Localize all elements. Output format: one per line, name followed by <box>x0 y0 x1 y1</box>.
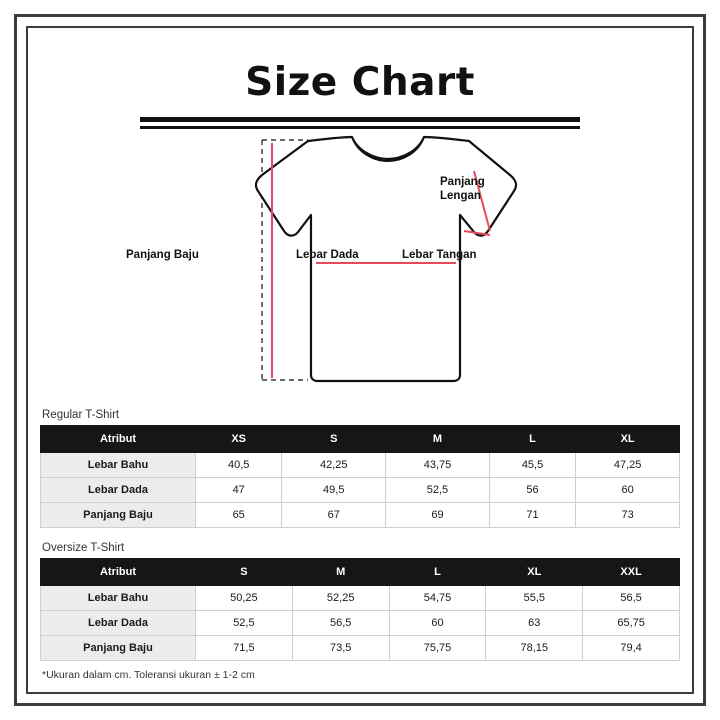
regular-table-caption: Regular T-Shirt <box>42 409 120 421</box>
cell: 65,75 <box>583 611 680 636</box>
page-content <box>40 40 680 680</box>
table-row <box>41 611 680 636</box>
col-header-l: L <box>389 559 486 586</box>
cell: 79,4 <box>583 636 680 661</box>
cell: 45,5 <box>489 453 575 478</box>
row-label: Panjang Baju <box>41 636 196 661</box>
cell: 56,5 <box>583 586 680 611</box>
cell: 47 <box>196 478 282 503</box>
cell: 50,25 <box>196 586 293 611</box>
cell: 71,5 <box>196 636 293 661</box>
cell: 69 <box>386 503 490 528</box>
cell: 54,75 <box>389 586 486 611</box>
cell: 42,25 <box>282 453 386 478</box>
regular-size-table <box>40 425 680 528</box>
cell: 56 <box>489 478 575 503</box>
page-title: Size Chart <box>245 60 475 105</box>
row-label: Lebar Dada <box>41 611 196 636</box>
measurement-note: *Ukuran dalam cm. Toleransi ukuran ± 1-2 cm <box>42 669 255 681</box>
label-lebar-dada: Lebar Dada <box>296 249 359 261</box>
cell: 71 <box>489 503 575 528</box>
col-header-xl: XL <box>486 559 583 586</box>
col-header-xxl: XXL <box>583 559 680 586</box>
cell: 75,75 <box>389 636 486 661</box>
cell: 78,15 <box>486 636 583 661</box>
cell: 67 <box>282 503 386 528</box>
cell: 52,25 <box>292 586 389 611</box>
oversize-size-table <box>40 558 680 661</box>
title-underline <box>140 117 580 129</box>
col-header-m: M <box>386 426 490 453</box>
table-header-row <box>41 559 680 586</box>
cell: 63 <box>486 611 583 636</box>
table-spacer <box>40 528 680 538</box>
label-lebar-tangan: Lebar Tangan <box>402 249 477 261</box>
cell: 60 <box>389 611 486 636</box>
table-row <box>41 586 680 611</box>
col-header-atribut: Atribut <box>41 559 196 586</box>
table-row <box>41 478 680 503</box>
table-header-row <box>41 426 680 453</box>
col-header-s: S <box>282 426 386 453</box>
cell: 52,5 <box>196 611 293 636</box>
col-header-m: M <box>292 559 389 586</box>
row-label: Panjang Baju <box>41 503 196 528</box>
row-label: Lebar Bahu <box>41 453 196 478</box>
title-rule-thick <box>140 117 580 122</box>
row-label: Lebar Dada <box>41 478 196 503</box>
col-header-xl: XL <box>576 426 680 453</box>
cell: 55,5 <box>486 586 583 611</box>
cell: 73 <box>576 503 680 528</box>
oversize-table-caption: Oversize T-Shirt <box>42 542 125 554</box>
cell: 65 <box>196 503 282 528</box>
col-header-l: L <box>489 426 575 453</box>
cell: 43,75 <box>386 453 490 478</box>
cell: 60 <box>576 478 680 503</box>
cell: 73,5 <box>292 636 389 661</box>
col-header-s: S <box>196 559 293 586</box>
table-row <box>41 636 680 661</box>
cell: 47,25 <box>576 453 680 478</box>
tshirt-diagram <box>40 135 680 405</box>
col-header-xs: XS <box>196 426 282 453</box>
tshirt-illustration <box>40 135 680 405</box>
row-label: Lebar Bahu <box>41 586 196 611</box>
label-panjang-baju: Panjang Baju <box>126 249 199 261</box>
cell: 40,5 <box>196 453 282 478</box>
col-header-atribut: Atribut <box>41 426 196 453</box>
title-rule-thin <box>140 126 580 129</box>
cell: 56,5 <box>292 611 389 636</box>
label-panjang-lengan: Panjang Lengan <box>440 176 485 202</box>
cell: 52,5 <box>386 478 490 503</box>
cell: 49,5 <box>282 478 386 503</box>
table-row <box>41 453 680 478</box>
table-row <box>41 503 680 528</box>
